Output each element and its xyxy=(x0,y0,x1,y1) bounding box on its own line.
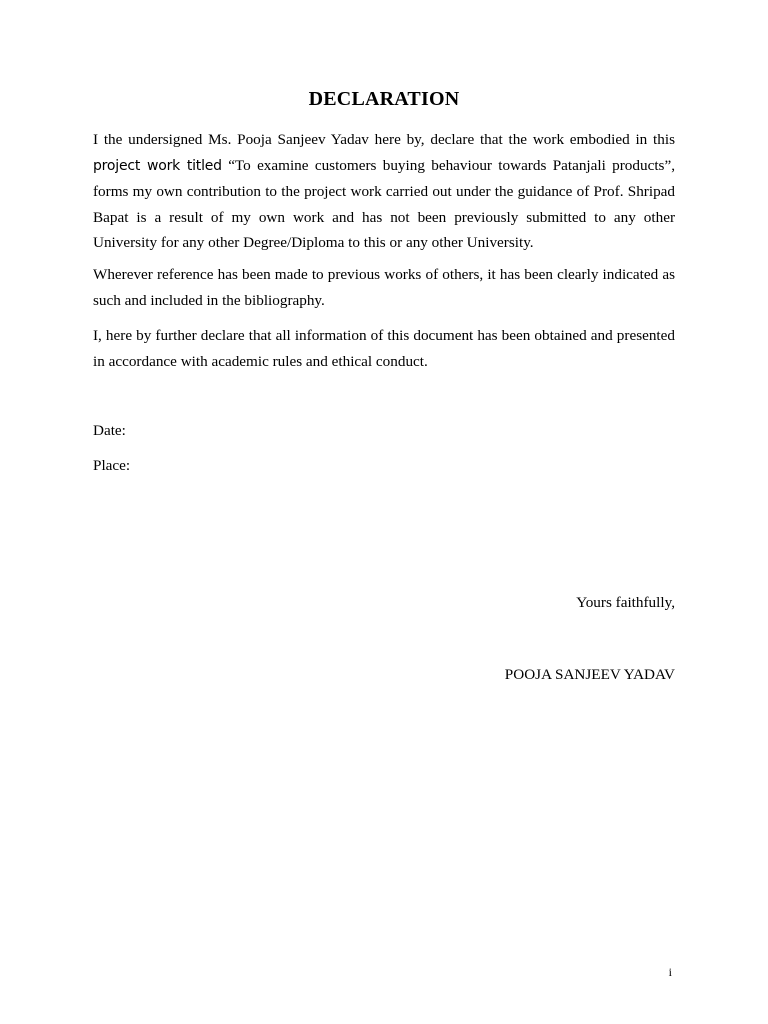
declaration-paragraph-3: I, here by further declare that all information of this document has been obtained and presented in accordance with academic rules and ethical conduct. xyxy=(93,327,675,370)
paragraph-1-part-1: I the undersigned Ms. Pooja Sanjeev Yadav here by, declare that the work embodied in this xyxy=(93,131,675,148)
declaration-paragraph-1 xyxy=(93,127,675,256)
paragraph-1-part-2: “To examine customers buying behaviour towards Patanjali products”, forms my own contribution to the project work carried out under the guidance of Prof. Shripad Bapat is a result of my own work and has not been previously submitted to any other University for any other Degree/Diploma to this or any other University. xyxy=(93,156,675,251)
place-label: Place: xyxy=(93,457,131,474)
page-title: DECLARATION xyxy=(308,88,460,110)
date-label: Date: xyxy=(93,422,126,439)
closing-salutation: Yours faithfully, xyxy=(576,594,675,611)
page-number: i xyxy=(668,965,672,979)
declaration-paragraph-2: Wherever reference has been made to previous works of others, it has been clearly indicated as such and included in the bibliography. xyxy=(93,266,675,309)
paragraph-1-styled-phrase: project work titled xyxy=(93,157,222,174)
signature-name: POOJA SANJEEV YADAV xyxy=(504,666,675,683)
